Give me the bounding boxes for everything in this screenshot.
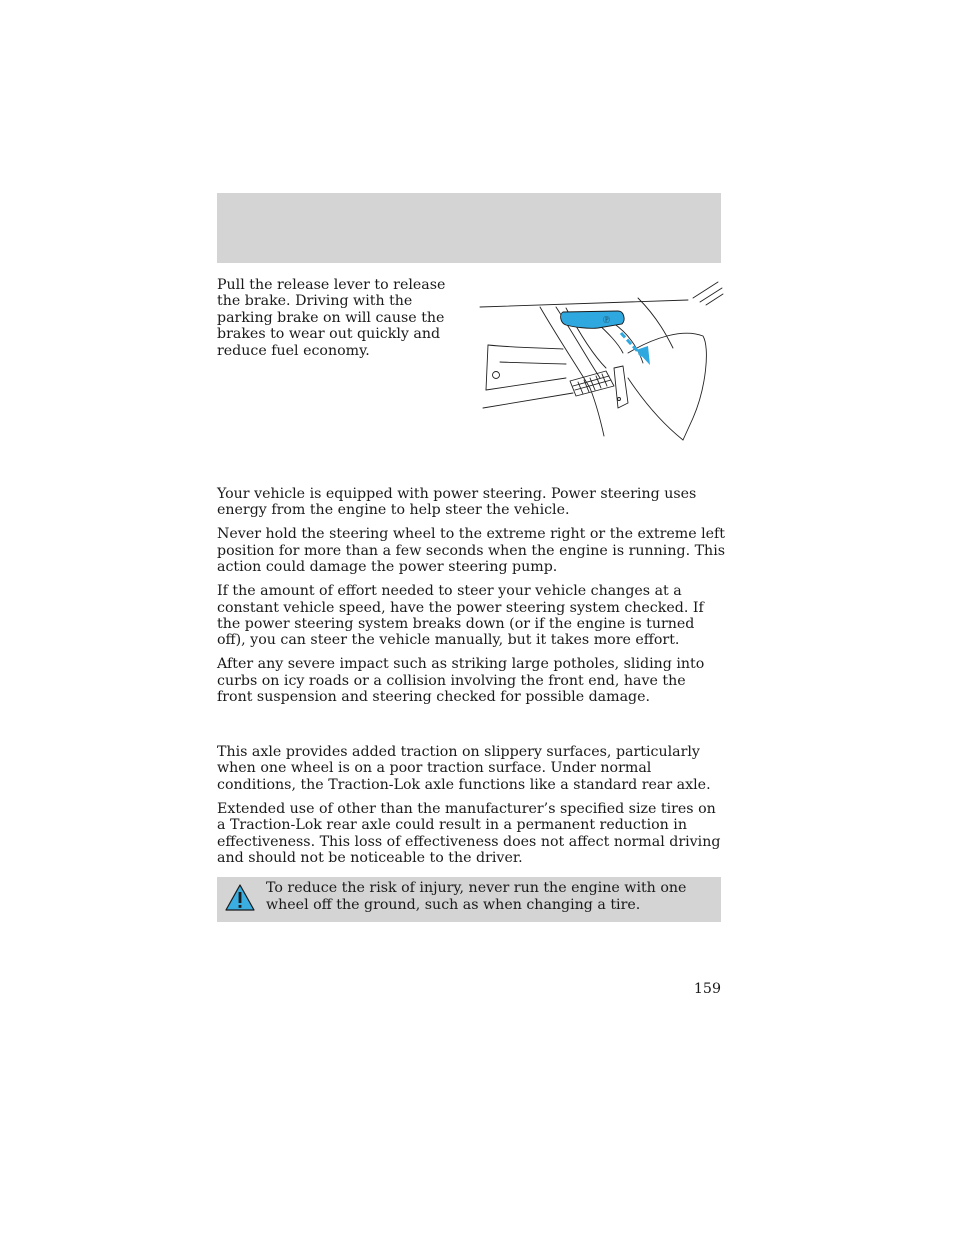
warning-box	[217, 877, 721, 922]
page-number: 159	[693, 981, 721, 997]
paragraph: Never hold the steering wheel to the extreme right or the extreme left position for more than a few seconds when the engine is running. This action could damage the power steering pump.	[217, 526, 726, 576]
svg-text:Ⓟ: Ⓟ	[603, 316, 610, 324]
warning-triangle-icon	[224, 883, 256, 913]
parking-brake-illustration	[478, 278, 724, 444]
warning-text: To reduce the risk of injury, never run the engine with one wheel off the ground, such as when changing a tire.	[266, 880, 687, 913]
paragraph: Your vehicle is equipped with power steering. Power steering uses energy from the engine to help steer the vehicle.	[217, 486, 697, 519]
power-steering-section	[217, 486, 725, 713]
paragraph: This axle provides added traction on slippery surfaces, particularly when one wheel is on a poor traction surface. Under normal conditions, the Traction-Lok axle functions like a standard rear axle.	[217, 744, 711, 793]
section-header-band	[217, 193, 721, 263]
parking-brake-text: Pull the release lever to release the brake. Driving with the parking brake on will cause the brakes to wear out quickly and reduce fuel economy.	[217, 277, 446, 359]
paragraph: After any severe impact such as striking large potholes, sliding into curbs on icy roads or a collision involving the front end, have the front suspension and steering checked for possible damage.	[217, 656, 705, 706]
paragraph: Extended use of other than the manufacturer’s specified size tires on a Traction-Lok rear axle could result in a permanent reduction in effectiveness. This loss of effectiveness does not affect normal driving and should not be noticeable to the driver.	[217, 800, 721, 867]
pull-direction-arrow-icon	[621, 333, 650, 365]
traction-lok-section	[217, 744, 725, 874]
paragraph: If the amount of effort needed to steer your vehicle changes at a constant vehicle speed, have the power steering system checked. If the power steering system breaks down (or if the engine is turned off), you can steer the vehicle manually, but it takes more effort.	[217, 583, 704, 649]
release-lever-icon	[561, 311, 624, 328]
